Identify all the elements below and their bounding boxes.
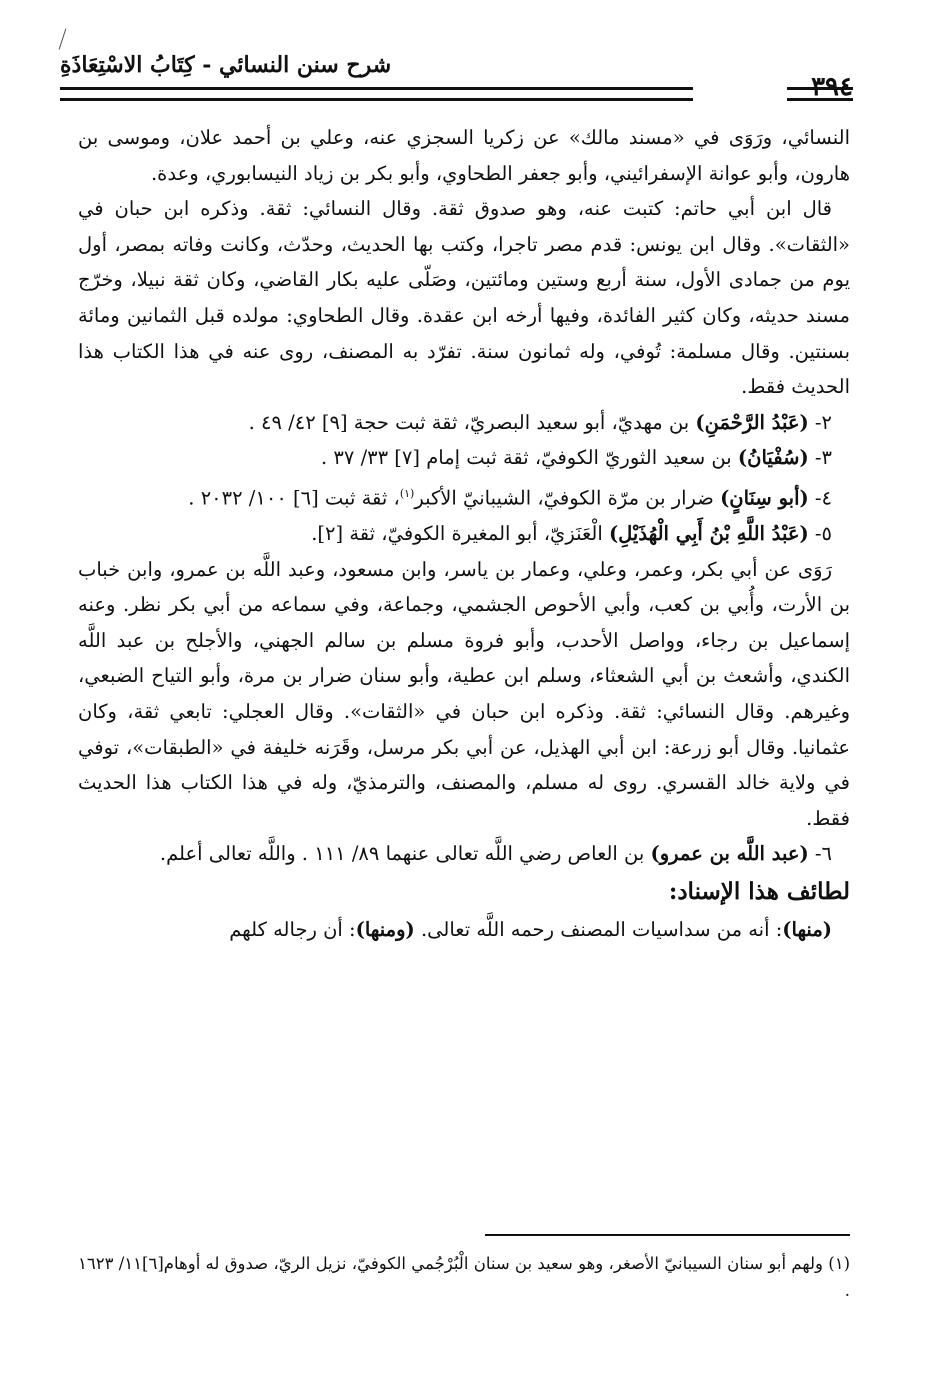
entry-number: ٢- [814, 410, 832, 434]
narrator-name: (سُفْيَانُ) [737, 446, 809, 470]
page-number: ٣٩٤ [811, 72, 853, 102]
header-rule-left [60, 87, 693, 101]
footnote: (١) ولهم أبو سنان السيبانيّ الأصغر، وهو سعيد بن سنان الْبُرْجُمي الكوفيّ، نزيل الريّ، صدوق له أوهام[٦]١١/ ١٦٢٣ . [78, 1254, 850, 1300]
entry-number: ٤- [814, 486, 832, 510]
entry-number: ٥- [814, 522, 832, 546]
point-text: : أن رجاله كلهم [229, 917, 356, 941]
narrator-name: (عَبْدُ اللَّهِ بْنُ أَبِي الْهُذَيْلِ) [608, 522, 809, 546]
paragraph: رَوَى عن أبي بكر، وعمر، وعلي، وعمار بن ياسر، وابن مسعود، وعبد اللَّه بن عمرو، وابن خباب بن الأرت، وأُبي بن كعب، وأبي الأحوص الجشمي، وجماعة، وفي سماعه من أبي بكر نظر. وعنه إسماعيل بن رجاء، وواصل الأحدب، وأبو فروة مسلم بن سالم الجهني، والأجلح بن عبد اللَّه الكندي، وأشعث بن أبي الشعثاء، وسلم ابن عطية، وأبو سنان ضرار بن مرة، وأبو التياح الضبعي، وغيرهم. وقال النسائي: ثقة. وذكره ابن حبان في «الثقات». وقال العجلي: تابعي ثقة، وكان عثمانيا. وقال أبو زرعة: ابن أبي الهذيل، عن أبي بكر مرسل، وقَرَنه خليفة في «الطبقات»، توفي في ولاية خالد القسري. روى له مسلم، والمصنف، والترمذيّ، وله في هذا الكتاب هذا الحديث فقط. [78, 557, 851, 830]
paragraph [78, 912, 850, 948]
narrator-entry [78, 440, 850, 476]
entry-text: ضرار بن مرّة الكوفيّ، الشيبانيّ الأكبر [414, 486, 714, 510]
section-heading: لطائف هذا الإسناد: [668, 877, 850, 905]
entry-number: ٣- [814, 446, 832, 470]
point-tag: (منها) [782, 917, 832, 941]
narrator-entry [78, 836, 850, 872]
page-header [60, 52, 853, 112]
point-tag: (ومنها) [355, 917, 415, 941]
narrator-entry [78, 476, 850, 516]
paragraph: النسائي، ورَوَى في «مسند مالك» عن زكريا السجزي عنه، وعلي بن أحمد علان، وموسى بن هارون، وأبو عوانة الإسفرائيني، وأبو جعفر الطحاوي، وأبو بكر بن زياد النيسابوري، وعدة. [78, 126, 850, 185]
entry-text: الْعَنَزيّ، أبو المغيرة الكوفيّ، ثقة [٢]. [311, 522, 603, 546]
main-text [78, 120, 850, 948]
footnote-marker: (١) [399, 486, 415, 500]
entry-text: بن سعيد الثوريّ الكوفيّ، ثقة ثبت إمام [٧] ٣٣/ ٣٧ . [321, 446, 732, 470]
narrator-entry [78, 405, 850, 441]
entry-number: ٦- [814, 842, 832, 866]
entry-text: ، ثقة ثبت [٦] ١٠٠/ ٢٠٣٢ . [188, 486, 400, 510]
entry-text: بن مهديّ، أبو سعيد البصريّ، ثقة ثبت حجة [٩] ٤٢/ ٤٩ . [248, 410, 690, 434]
header-rule-right [787, 87, 853, 101]
paragraph: قال ابن أبي حاتم: كتبت عنه، وهو صدوق ثقة. وقال النسائي: ثقة. وذكره ابن حبان في «الثقات». وقال ابن يونس: قدم مصر تاجرا، وكتب بها الحديث، وحدّث، وكانت وفاته بمصر، أول يوم من جمادى الأول، سنة أربع وستين ومائتين، وصَلّى عليه بكار القاضي، وكان ثقة نبيلا، وخرّج مسند حديثه، وكان كثير الفائدة، وفيها أرخه ابن عقدة. وقال الطحاوي: مولده قبل الثمانين ومائة بسنتين. وقال مسلمة: تُوفي، وله ثمانون سنة. تفرّد به المصنف، روى عنه في هذا الكتاب هذا الحديث فقط. [78, 197, 850, 399]
scan-mark [59, 28, 67, 49]
running-title: شرح سنن النسائي - كِتَابُ الاسْتِعَاذَةِ [60, 52, 392, 78]
point-text: : أنه من سداسيات المصنف رحمه اللَّه تعالى. [420, 917, 783, 941]
entry-text: بن العاص رضي اللَّه تعالى عنهما ٨٩/ ١١١ . واللَّه تعالى أعلم. [159, 842, 645, 866]
narrator-entry [78, 516, 850, 552]
footnote-separator [485, 1234, 850, 1236]
narrator-name: (عبد اللَّه بن عمرو) [650, 842, 809, 866]
narrator-name: (عَبْدُ الرَّحْمَنِ) [695, 410, 809, 434]
narrator-name: (أبو سِنَانٍ) [720, 486, 809, 510]
